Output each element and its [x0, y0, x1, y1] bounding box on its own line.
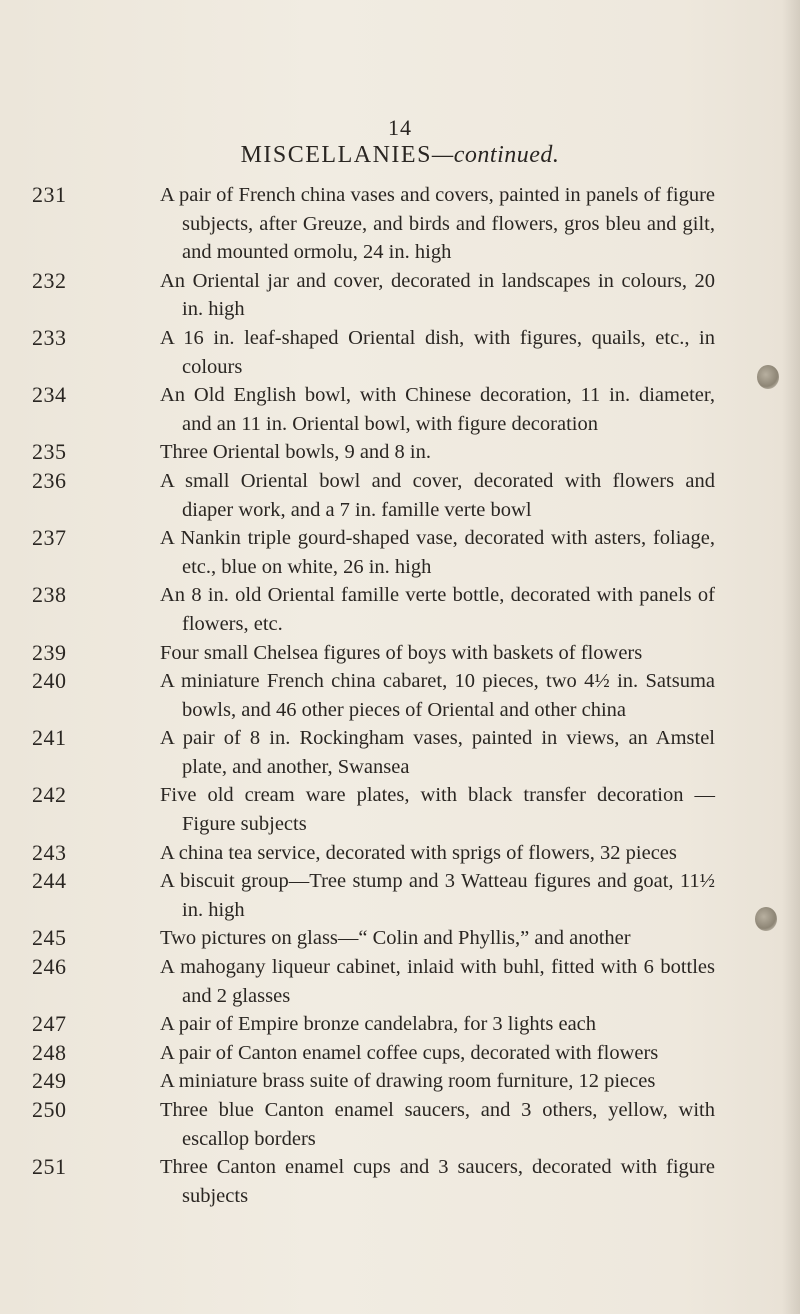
lot-243	[32, 839, 715, 868]
lot-number: 235	[32, 439, 67, 465]
lot-number: 251	[32, 1154, 67, 1180]
lot-description: An Oriental jar and cover, decorated in landscapes in colours, 20 in. high	[160, 269, 715, 321]
lot-description: A miniature French china cabaret, 10 pieces, two 4½ in. Satsuma bowls, and 46 other pieces of Oriental and other china	[160, 670, 715, 721]
lot-number: 232	[32, 267, 67, 293]
lot-number: 246	[32, 954, 67, 980]
lot-number: 236	[32, 467, 67, 493]
lot-description: Three blue Canton enamel saucers, and 3 others, yellow, with escallop borders	[160, 1099, 715, 1150]
lot-250	[32, 1096, 715, 1153]
section-heading-title: MISCELLANIES	[240, 142, 432, 168]
lot-232	[32, 267, 715, 324]
lot-237	[32, 524, 715, 581]
lot-242	[32, 781, 715, 838]
lot-246	[32, 953, 715, 1010]
lot-description: An 8 in. old Oriental famille verte bottle, decorated with panels of flowers, etc.	[160, 584, 715, 635]
lot-231	[32, 181, 715, 267]
lot-234	[32, 381, 715, 438]
lot-number: 248	[32, 1039, 67, 1065]
lot-number: 238	[32, 582, 67, 608]
lot-description: Four small Chelsea figures of boys with baskets of flowers	[160, 641, 643, 664]
lot-240	[32, 667, 715, 724]
lot-number: 249	[32, 1068, 67, 1094]
lot-number: 242	[32, 782, 67, 808]
lot-251	[32, 1153, 715, 1210]
section-heading-continued: —continued.	[431, 142, 560, 168]
lot-description: A pair of French china vases and covers, painted in panels of figure subjects, after Greuze, and birds and flowers, gros bleu and gilt, and mounted ormolu, 24 in. high	[160, 184, 715, 264]
lot-description: A miniature brass suite of drawing room furniture, 12 pieces	[160, 1070, 656, 1093]
lot-number: 239	[32, 639, 67, 665]
lot-description: Three Canton enamel cups and 3 saucers, decorated with figure subjects	[160, 1156, 715, 1207]
lot-number: 245	[32, 925, 67, 951]
lot-244	[32, 867, 715, 924]
lot-description: A pair of 8 in. Rockingham vases, painted in views, an Amstel plate, and another, Swansea	[160, 727, 715, 778]
lot-description: A mahogany liqueur cabinet, inlaid with buhl, fitted with 6 bottles and 2 glasses	[160, 956, 715, 1007]
lot-238	[32, 581, 715, 638]
page-edge-shadow	[782, 0, 800, 1314]
lot-description: A pair of Empire bronze candelabra, for 3 lights each	[160, 1013, 597, 1036]
lot-description: Three Oriental bowls, 9 and 8 in.	[160, 441, 431, 464]
lot-number: 237	[32, 525, 67, 551]
lot-number: 244	[32, 868, 67, 894]
lot-description: A biscuit group—Tree stump and 3 Watteau figures and goat, 11½ in. high	[160, 870, 715, 921]
lot-235	[32, 438, 715, 467]
lot-number: 233	[32, 324, 67, 350]
lot-description: Five old cream ware plates, with black transfer decoration —Figure subjects	[160, 784, 715, 836]
lot-number: 240	[32, 668, 67, 694]
lot-number: 234	[32, 382, 67, 408]
lot-number: 250	[32, 1097, 67, 1122]
lot-236	[32, 467, 715, 524]
lot-description: A china tea service, decorated with sprigs of flowers, 32 pieces	[160, 841, 677, 864]
lot-241	[32, 724, 715, 781]
binding-hole-top	[757, 365, 779, 389]
lot-description: A small Oriental bowl and cover, decorated with flowers and diaper work, and a 7 in. famille verte bowl	[160, 469, 715, 521]
lot-description: A Nankin triple gourd-shaped vase, decorated with asters, foliage, etc., blue on white, 26 in. high	[160, 527, 715, 578]
lot-description: A pair of Canton enamel coffee cups, decorated with flowers	[160, 1041, 659, 1064]
lot-249	[32, 1067, 715, 1096]
section-heading	[0, 142, 800, 169]
lot-number: 243	[32, 839, 67, 865]
lot-233	[32, 324, 715, 381]
page-number: 14	[388, 115, 412, 140]
lot-description: An Old English bowl, with Chinese decoration, 11 in. diameter, and an 11 in. Oriental bowl, with figure decoration	[160, 384, 715, 435]
lot-number: 231	[32, 182, 67, 207]
lot-description: Two pictures on glass—“ Colin and Phyllis,” and another	[160, 927, 631, 950]
lot-description: A 16 in. leaf-shaped Oriental dish, with figures, quails, etc., in colours	[160, 326, 715, 378]
binding-hole-bottom	[755, 907, 777, 931]
lot-239	[32, 639, 715, 668]
lot-number: 247	[32, 1011, 67, 1037]
lot-number: 241	[32, 725, 67, 751]
lot-248	[32, 1039, 715, 1068]
lot-list	[32, 181, 715, 1210]
lot-245	[32, 924, 715, 953]
lot-247	[32, 1010, 715, 1039]
